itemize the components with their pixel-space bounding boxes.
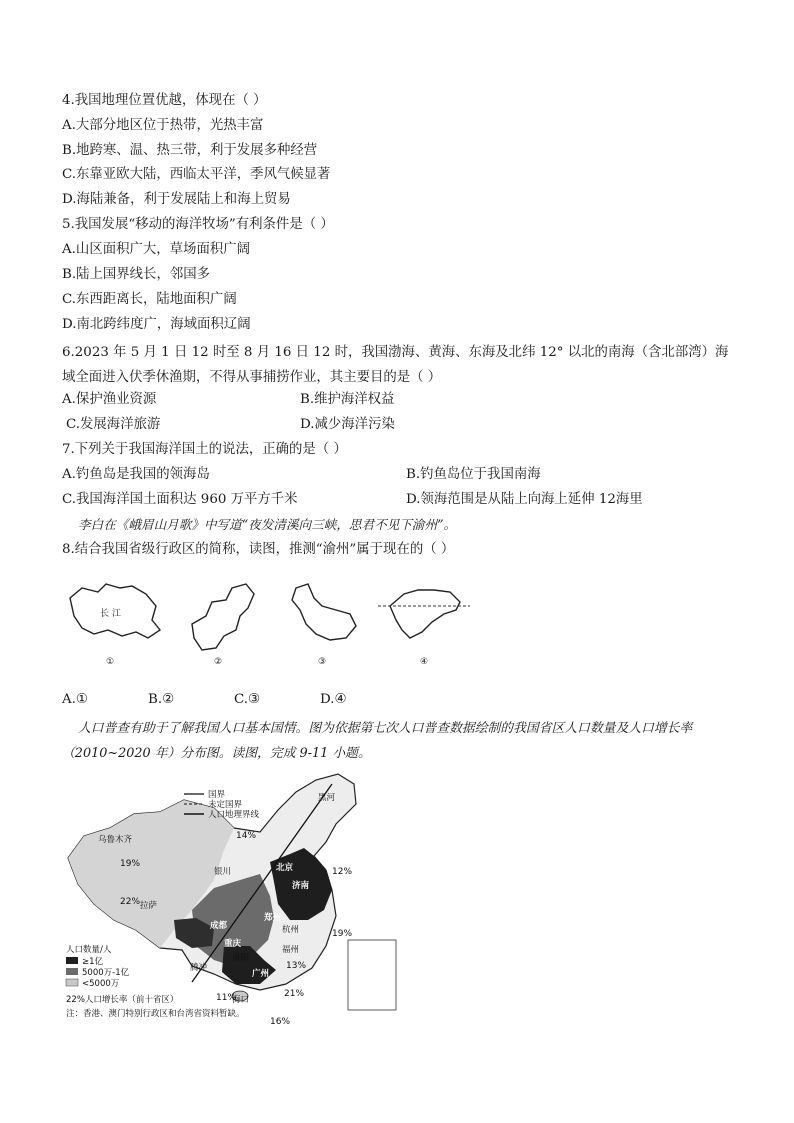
- shape-label-1: ①: [106, 657, 115, 667]
- svg-text:<5000万: <5000万: [82, 979, 120, 989]
- city-haikou: 海口: [232, 995, 250, 1005]
- city-hangzhou: 杭州: [282, 925, 300, 935]
- q8-option-d: D.④: [320, 692, 347, 707]
- q7-option-b: B.钓鱼岛位于我国南海: [406, 467, 541, 482]
- svg-text:≥1亿: ≥1亿: [82, 957, 104, 967]
- rate-label-8: 21%: [284, 989, 305, 999]
- map-footnote: 注：香港、澳门特别行政区和台湾省资料暂缺。: [66, 1009, 245, 1019]
- city-zhengzhou: 郑州: [264, 913, 282, 923]
- city-tengchong: 腾冲: [190, 963, 208, 973]
- shape-label-3: ③: [318, 657, 327, 667]
- city-jinan: 济南: [292, 881, 310, 891]
- svg-text:人口地理界线: 人口地理界线: [208, 810, 260, 820]
- province-shape-3: [292, 584, 356, 667]
- q7-stem: 7.下列关于我国海洋国土的说法，正确的是（ ）: [62, 442, 347, 457]
- q5-stem: 5.我国发展“移动的海洋牧场”有利条件是（ ）: [62, 217, 334, 232]
- svg-text:未定国界: 未定国界: [208, 800, 243, 810]
- rate-label-5: 19%: [332, 929, 353, 939]
- q9-11-intro: 人口普查有助于了解我国人口基本国情。图为依据第七次人口普查数据绘制的我国省区人口数量及人口增长率（2010~2020 年）分布图。读图，完成 9-11 小题。: [62, 721, 693, 761]
- poem-intro: 李白在《峨眉山月歌》中写道“夜发清溪向三峡，思君不见下渝州”。: [78, 517, 457, 532]
- shape-label-4: ④: [420, 657, 429, 667]
- q8-option-a: A.①: [62, 692, 88, 707]
- city-chengdu: 成都: [210, 921, 228, 931]
- rate-note: 22%人口增长率（前十省区）: [66, 995, 179, 1005]
- province-shape-4: [378, 590, 470, 667]
- svg-text:人口数量/人: 人口数量/人: [66, 945, 112, 955]
- q6-option-b: B.维护海洋权益: [300, 392, 395, 407]
- city-chongqing: 重庆: [224, 939, 242, 949]
- province-shape-1: [70, 584, 160, 667]
- q6-option-d: D.减少海洋污染: [300, 417, 395, 432]
- rate-label-4: 22%: [120, 897, 141, 907]
- q8-stem: 8.结合我国省级行政区的简称，读图，推测“渝州”属于现在的（ ）: [62, 542, 455, 557]
- q6-option-a: A.保护渔业资源: [62, 392, 157, 407]
- province-shape-2: [192, 584, 254, 667]
- q8-options: [62, 692, 406, 707]
- q4-option-d: D.海陆兼备，利于发展陆上和海上贸易: [62, 192, 291, 207]
- q7-option-a: A.钓鱼岛是我国的领海岛: [62, 467, 210, 482]
- q8-option-c: C.③: [234, 692, 261, 707]
- city-guiyang: 贵阳: [232, 953, 250, 963]
- rate-label-6: 13%: [286, 961, 307, 971]
- q6-stem: 6.2023 年 5 月 1 日 12 时至 8 月 16 日 12 时，我国渤海、黄海、东海及北纬 12° 以北的南海（含北部湾）海域全面进入伏季休渔期，不得从事捕捞作业，其主要目的是（ ）: [62, 345, 729, 385]
- rate-label-9: 16%: [270, 1017, 291, 1027]
- q7-option-d: D.领海范围是从陆上向海上延伸 12海里: [406, 492, 643, 507]
- q5-option-d: D.南北跨纬度广，海域面积辽阔: [62, 317, 251, 332]
- rate-label-2: 19%: [120, 859, 141, 869]
- province-outlines-figure: [60, 576, 480, 668]
- q5-option-c: C.东西距离长，陆地面积广阔: [62, 292, 237, 307]
- q4-stem: 4.我国地理位置优越，体现在（ ）: [62, 93, 267, 108]
- city-urumqi: 乌鲁木齐: [98, 835, 133, 845]
- population-map: [64, 770, 404, 1028]
- q4-option-a: A.大部分地区位于热带，光热丰富: [62, 118, 264, 133]
- river-label: 长 江: [100, 609, 121, 619]
- shape-label-2: ②: [214, 657, 223, 667]
- rate-label-3: 12%: [332, 867, 353, 877]
- q5-option-b: B.陆上国界线长，邻国多: [62, 267, 211, 282]
- city-heihe: 黑河: [318, 793, 336, 803]
- q5-option-a: A.山区面积广大，草场面积广阔: [62, 242, 251, 257]
- svg-text:5000万-1亿: 5000万-1亿: [82, 968, 130, 978]
- q6-option-c: C.发展海洋旅游: [66, 417, 161, 432]
- city-yinchuan: 银川: [214, 867, 232, 877]
- rate-label-1: 14%: [236, 831, 257, 841]
- rate-label-7: 11%: [216, 993, 237, 1003]
- svg-text:国界: 国界: [208, 790, 226, 800]
- q4-option-c: C.东靠亚欧大陆，西临太平洋，季风气候显著: [62, 167, 331, 182]
- city-fuzhou: 福州: [282, 945, 300, 955]
- city-guangzhou: 广州: [252, 969, 270, 979]
- q4-option-b: B.地跨寒、温、热三带，利于发展多种经营: [62, 143, 318, 158]
- q8-option-b: B.②: [148, 692, 175, 707]
- city-lhasa: 拉萨: [140, 901, 158, 911]
- q7-option-c: C.我国海洋国土面积达 960 万平方千米: [62, 492, 298, 507]
- city-beijing: 北京: [276, 863, 294, 873]
